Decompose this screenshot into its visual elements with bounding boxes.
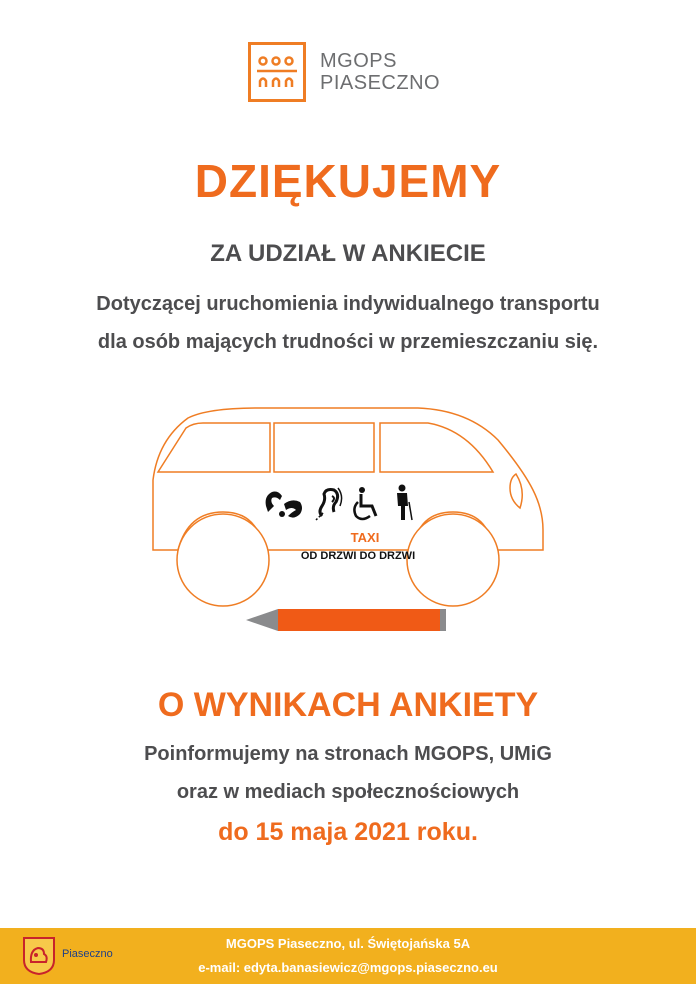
mgops-logo-icon — [248, 42, 306, 102]
footer-bar — [0, 928, 696, 984]
results-title: O WYNIKACH ANKIETY — [157, 686, 539, 724]
main-subtitle: ZA UDZIAŁ W ANKIECIE — [210, 240, 486, 267]
results-text — [0, 735, 696, 811]
accessibility-icons — [262, 484, 414, 522]
footer-brand: Piaseczno — [62, 948, 113, 960]
logo-line-2: PIASECZNO — [320, 72, 441, 94]
pencil-icon — [246, 607, 448, 633]
taxi-label: TAXI — [350, 530, 380, 545]
results-line-2: oraz w mediach społecznościowych — [176, 781, 520, 803]
footer-email[interactable]: e-mail: edyta.banasiewicz@mgops.piaseczno.eu — [198, 960, 498, 975]
logo-line-1: MGOPS — [320, 50, 397, 72]
intro-line-1: Dotyczącej uruchomienia indywidualnego transportu — [96, 293, 600, 315]
results-date: do 15 maja 2021 roku. — [218, 818, 478, 846]
intro-text — [0, 285, 696, 361]
hearing-loop-icon — [314, 486, 344, 522]
mgops-logo — [248, 42, 440, 102]
mgops-logo-text — [320, 50, 440, 94]
sign-language-icon — [262, 486, 306, 522]
intro-line-2: dla osób mających trudności w przemieszczaniu się. — [97, 331, 599, 353]
blind-person-icon — [390, 484, 414, 522]
footer-address: MGOPS Piaseczno, ul. Świętojańska 5A — [225, 936, 471, 951]
taxi-sublabel: OD DRZWI DO DRZWI — [300, 550, 416, 562]
main-title: DZIĘKUJEMY — [194, 155, 502, 207]
results-line-1: Poinformujemy na stronach MGOPS, UMiG — [144, 743, 552, 765]
wheelchair-icon — [352, 486, 382, 522]
